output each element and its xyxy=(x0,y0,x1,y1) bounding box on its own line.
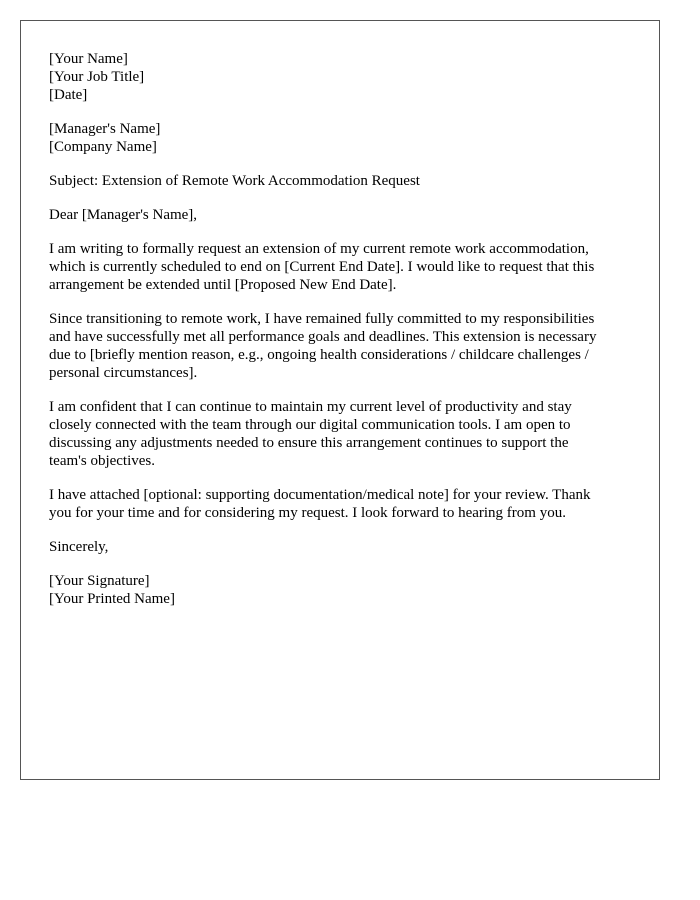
paragraph-productivity xyxy=(49,398,639,470)
recipient-block xyxy=(49,120,639,156)
paragraph-request xyxy=(49,240,639,294)
letter-page xyxy=(20,20,660,780)
paragraph-line: I am writing to formally request an extension of my current remote work accommodation, xyxy=(49,241,589,257)
paragraph-line: team's objectives. xyxy=(49,453,156,469)
subject-line: Subject: Extension of Remote Work Accommodation Request xyxy=(49,173,420,189)
paragraph-line: I am confident that I can continue to maintain my current level of productivity and stay xyxy=(49,399,572,415)
paragraph-line: personal circumstances]. xyxy=(49,365,198,381)
paragraph-line: and have successfully met all performance goals and deadlines. This extension is necessary xyxy=(49,329,597,345)
paragraph-line: discussing any adjustments needed to ensure this arrangement continues to support the xyxy=(49,435,569,451)
paragraph-line: arrangement be extended until [Proposed New End Date]. xyxy=(49,277,397,293)
paragraph-line: which is currently scheduled to end on [Current End Date]. I would like to request that this xyxy=(49,259,595,275)
paragraph-attachment xyxy=(49,486,639,522)
paragraph-line: due to [briefly mention reason, e.g., ongoing health considerations / childcare challenges / xyxy=(49,347,589,363)
sender-name: [Your Name] xyxy=(49,51,128,67)
recipient-name: [Manager's Name] xyxy=(49,121,161,137)
paragraph-line: I have attached [optional: supporting documentation/medical note] for your review. Thank xyxy=(49,487,591,503)
paragraph-reason xyxy=(49,310,639,382)
paragraph-line: you for your time and for considering my request. I look forward to hearing from you. xyxy=(49,505,566,521)
closing: Sincerely, xyxy=(49,539,109,555)
paragraph-line: Since transitioning to remote work, I have remained fully committed to my responsibilities xyxy=(49,311,595,327)
letter-date: [Date] xyxy=(49,87,88,103)
salutation: Dear [Manager's Name], xyxy=(49,207,198,223)
printed-name: [Your Printed Name] xyxy=(49,591,175,607)
sender-job-title: [Your Job Title] xyxy=(49,69,145,85)
paragraph-line: closely connected with the team through our digital communication tools. I am open to xyxy=(49,417,571,433)
letter-body xyxy=(49,50,639,624)
signature-line: [Your Signature] xyxy=(49,573,150,589)
signature-block xyxy=(49,572,639,608)
recipient-company: [Company Name] xyxy=(49,139,157,155)
sender-block xyxy=(49,50,639,104)
